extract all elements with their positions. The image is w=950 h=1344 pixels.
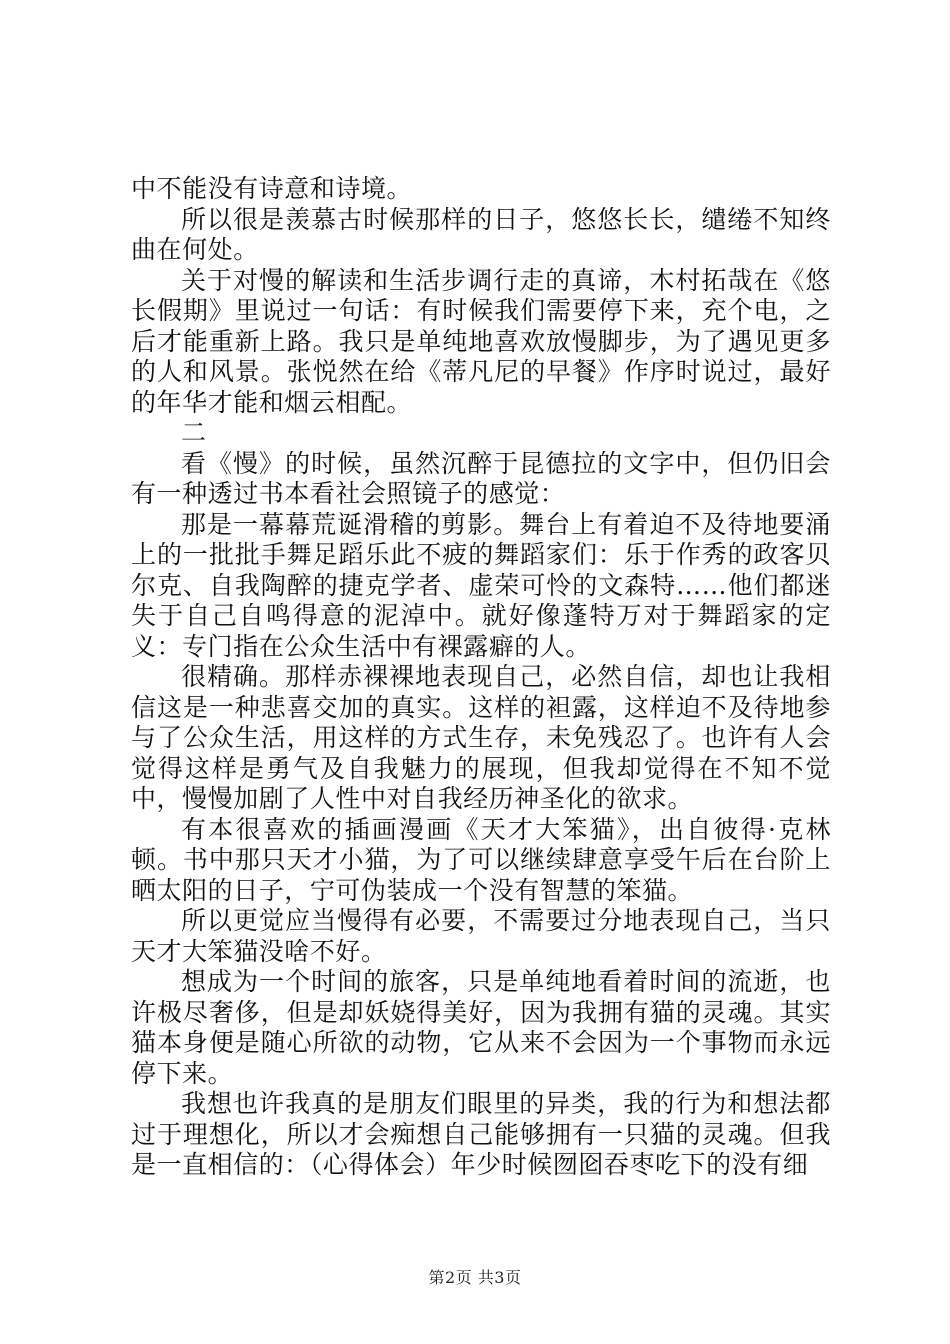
body-text (131, 174, 831, 1181)
paragraph: 所以更觉应当慢得有必要，不需要过分地表现自己，当只天才大笨猫没啥不好。 (131, 906, 831, 966)
paragraph: 那是一幕幕荒诞滑稽的剪影。舞台上有着迫不及待地要涌上的一批批手舞足蹈乐此不疲的舞蹈家们：乐于作秀的政客贝尔克、自我陶醉的捷克学者、虚荣可怜的文森特……他们都迷失于自己自鸣得意的泥淖中。就好像蓬特万对于舞蹈家的定义：专门指在公众生活中有裸露癖的人。 (131, 509, 831, 661)
page-footer: 第2页 共3页 (428, 1268, 522, 1287)
paragraph: 有本很喜欢的插画漫画《天才大笨猫》，出自彼得·克林顿。书中那只天才小猫，为了可以继续肆意享受午后在台阶上晒太阳的日子，宁可伪装成一个没有智慧的笨猫。 (131, 814, 831, 905)
paragraph: 中不能没有诗意和诗境。 (131, 174, 413, 203)
paragraph: 想成为一个时间的旅客，只是单纯地看着时间的流逝，也许极尽奢侈，但是却妖娆得美好，因为我拥有猫的灵魂。其实猫本身便是随心所欲的动物，它从来不会因为一个事物而永远停下来。 (131, 967, 831, 1088)
paragraph: 很精确。那样赤裸裸地表现自己，必然自信，却也让我相信这是一种悲喜交加的真实。这样的袒露，这样迫不及待地参与了公众生活，用这样的方式生存，未免残忍了。也许有人会觉得这样是勇气及自我魅力的展现，但我却觉得在不知不觉中，慢慢加剧了人性中对自我经历神圣化的欲求。 (131, 662, 831, 813)
section-heading: 二 (181, 418, 207, 447)
paragraph: 所以很是羡慕古时候那样的日子，悠悠长长，缱绻不知终曲在何处。 (131, 204, 831, 264)
paragraph: 看《慢》的时候，虽然沉醉于昆德拉的文字中，但仍旧会有一种透过书本看社会照镜子的感觉： (131, 448, 831, 508)
paragraph: 我想也许我真的是朋友们眼里的异类，我的行为和想法都过于理想化，所以才会痴想自己能够拥有一只猫的灵魂。但我是一直相信的：（心得体会）年少时候囫囵吞枣吃下的没有细 (131, 1089, 831, 1179)
paragraph: 关于对慢的解读和生活步调行走的真谛，木村拓哉在《悠长假期》里说过一句话：有时候我们需要停下来，充个电，之后才能重新上路。我只是单纯地喜欢放慢脚步，为了遇见更多的人和风景。张悦然在给《蒂凡尼的早餐》作序时说过，最好的年华才能和烟云相配。 (131, 265, 831, 417)
